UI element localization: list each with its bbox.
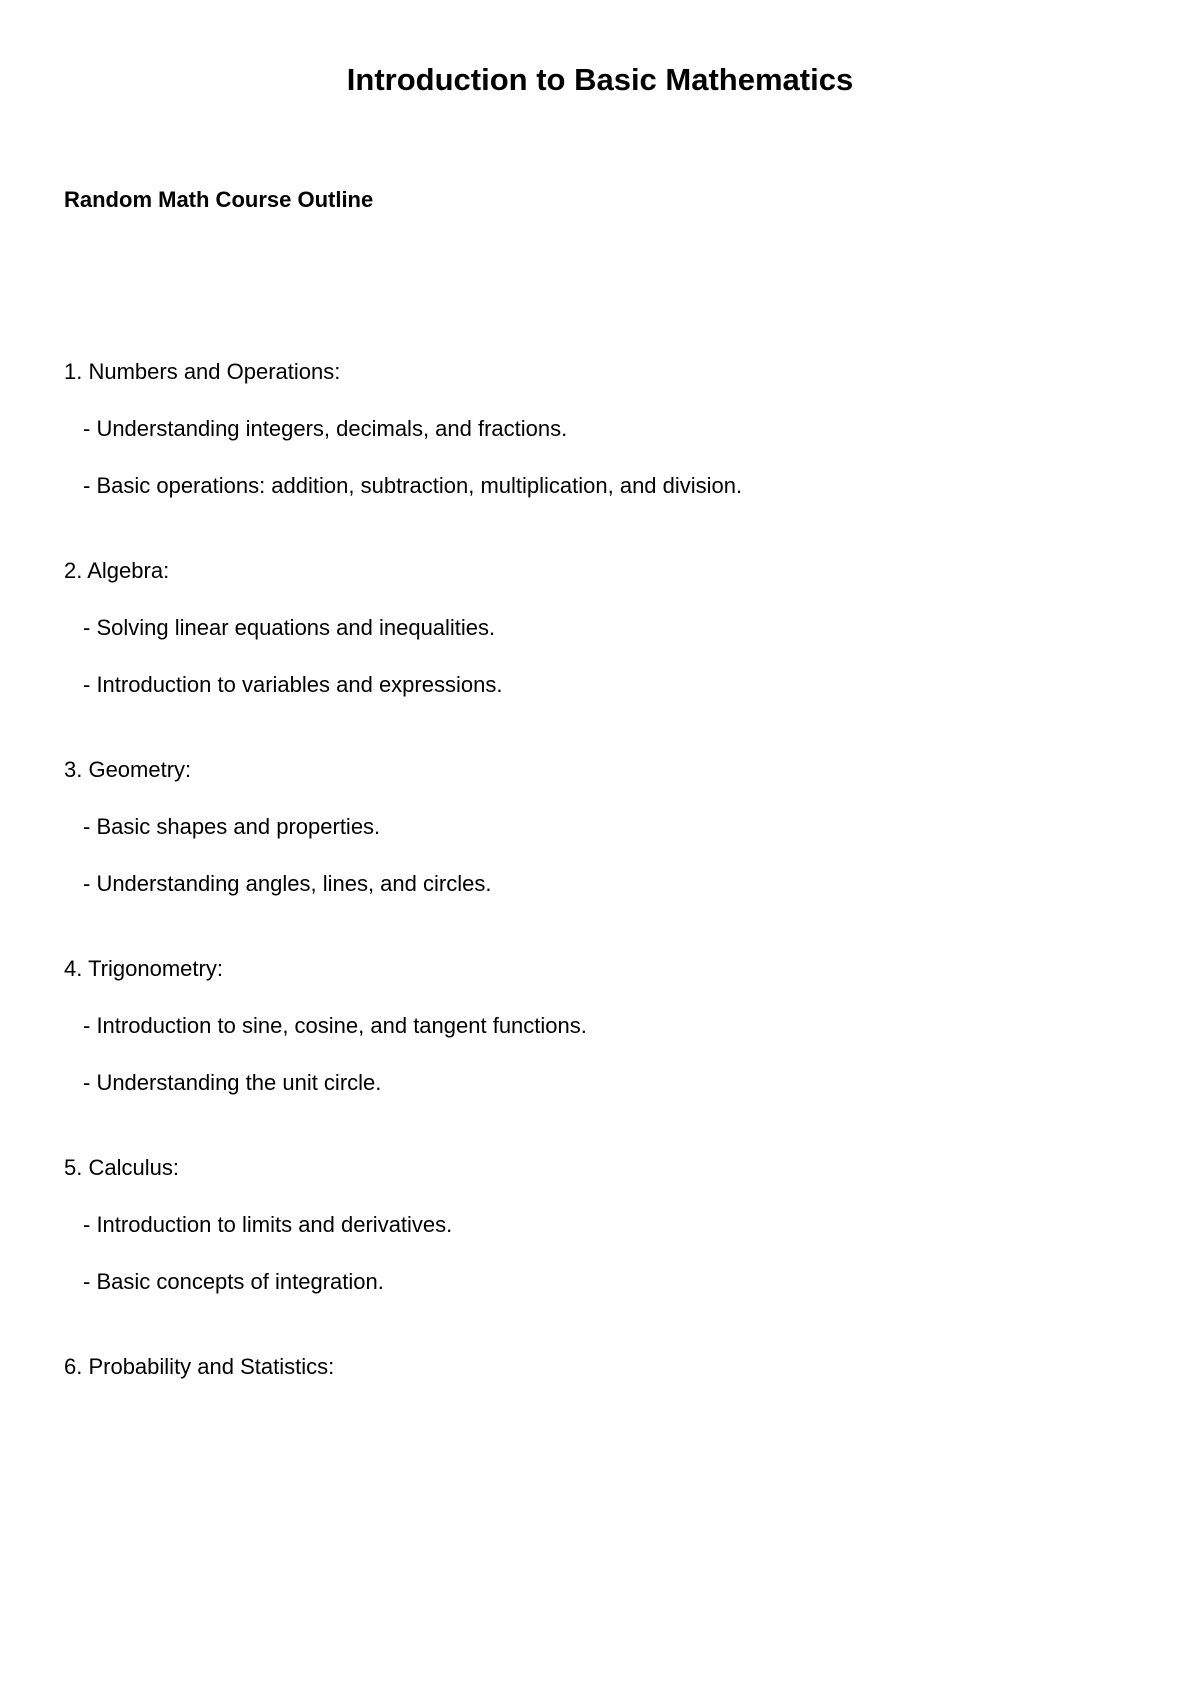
section-item: - Understanding integers, decimals, and fractions. (83, 416, 568, 441)
section-item: - Basic operations: addition, subtraction, multiplication, and division. (83, 473, 743, 498)
outline-section-algebra (64, 557, 1144, 699)
section-heading: 4. Trigonometry: (64, 956, 223, 981)
section-item-list (64, 614, 1144, 699)
section-heading: 6. Probability and Statistics: (64, 1354, 335, 1379)
section-heading: 1. Numbers and Operations: (64, 359, 341, 384)
document-title: Introduction to Basic Mathematics (346, 62, 854, 97)
section-item-list (64, 1211, 1144, 1296)
section-item-list (64, 813, 1144, 898)
outline-section-trigonometry (64, 955, 1144, 1097)
outline-section-probability-and-statistics (64, 1353, 1144, 1381)
section-item: - Introduction to sine, cosine, and tangent functions. (83, 1013, 587, 1038)
document-subtitle: Random Math Course Outline (64, 187, 374, 212)
outline-section-geometry (64, 756, 1144, 898)
section-item: - Solving linear equations and inequalities. (83, 615, 496, 640)
section-heading: 3. Geometry: (64, 757, 192, 782)
section-item: - Understanding the unit circle. (83, 1070, 382, 1095)
section-item-list (64, 415, 1144, 500)
section-item-list (64, 1012, 1144, 1097)
outline-section-calculus (64, 1154, 1144, 1296)
section-item: - Introduction to variables and expressions. (83, 672, 503, 697)
section-item: - Basic shapes and properties. (83, 814, 381, 839)
outline-section-numbers-and-operations (64, 358, 1144, 500)
section-heading: 5. Calculus: (64, 1155, 179, 1180)
section-item: - Basic concepts of integration. (83, 1269, 384, 1294)
section-item: - Introduction to limits and derivatives. (83, 1212, 453, 1237)
course-outline (64, 358, 1144, 1381)
section-item: - Understanding angles, lines, and circles. (83, 871, 492, 896)
section-heading: 2. Algebra: (64, 558, 170, 583)
